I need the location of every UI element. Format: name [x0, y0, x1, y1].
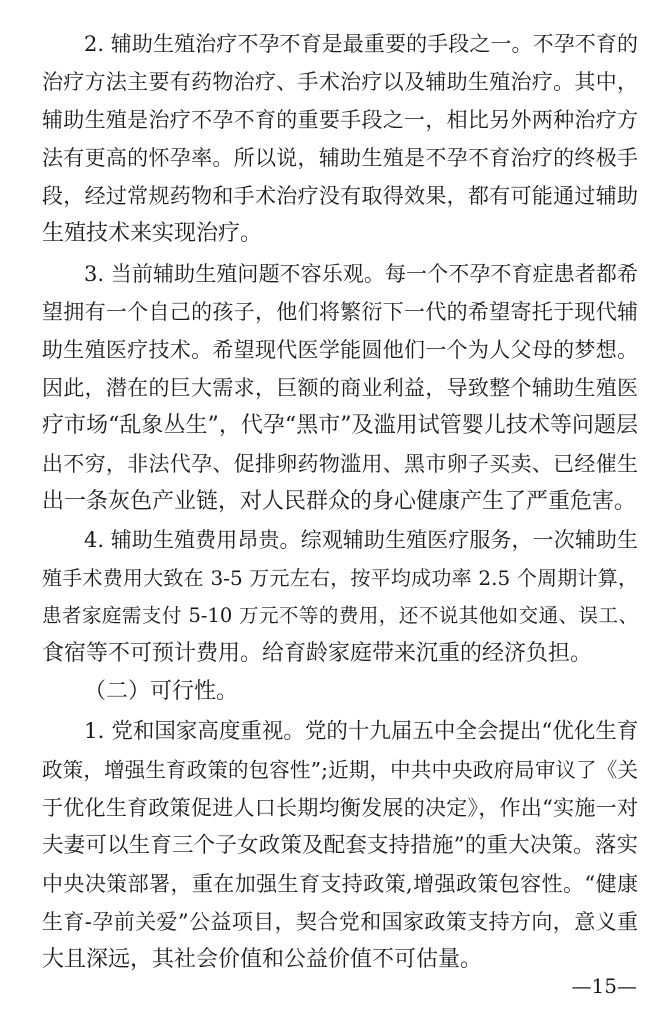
- paragraph-1-line-4: 法有更高的怀孕率。所以说，辅助生殖是不孕不育治疗的终极手: [42, 146, 638, 170]
- paragraph-4-line-1: 1. 党和国家高度重视。党的十九届五中全会提出“优化生育: [84, 719, 639, 744]
- paragraph-1-line-5: 段，经过常规药物和手术治疗没有取得效果，都有可能通过辅助: [42, 184, 638, 208]
- paragraph-2-line-6: 出不穷，非法代孕、促排卵药物滥用、黑市卵子买卖、已经催生: [42, 452, 638, 476]
- paragraph-4-line-6: 生育-孕前关爱”公益项目，契合党和国家政策支持方向，意义重: [42, 910, 638, 934]
- paragraph-3-line-3: 患者家庭需支付 5-10 万元不等的费用，还不说其他如交通、误工、: [42, 604, 638, 627]
- page-number: —15—: [571, 974, 637, 998]
- paragraph-2-line-2: 望拥有一个自己的孩子，他们将繁衍下一代的希望寄托于现代辅: [42, 300, 638, 324]
- paragraph-2-line-3: 助生殖医疗技术。希望现代医学能圆他们一个为人父母的梦想。: [42, 338, 638, 362]
- paragraph-1-line-2: 治疗方法主要有药物治疗、手术治疗以及辅助生殖治疗。其中，: [42, 70, 638, 94]
- paragraph-4-line-4: 夫妻可以生育三个子女政策及配套支持措施”的重大决策。落实: [42, 833, 638, 858]
- paragraph-2-line-5: 疗市场“乱象丛生”，代孕“黑市”及滥用试管婴儿技术等问题层: [42, 413, 638, 438]
- paragraph-1-line-6: 生殖技术来实现治疗。: [42, 221, 263, 246]
- paragraph-3-line-2: 殖手术费用大致在 3-5 万元左右，按平均成功率 2.5 个周期计算，: [42, 566, 638, 590]
- section-heading-feasibility: （二）可行性。: [84, 679, 239, 704]
- paragraph-2-line-4: 因此，潜在的巨大需求，巨额的商业利益，导致整个辅助生殖医: [42, 376, 638, 400]
- paragraph-4-line-7: 大且深远，其社会价值和公益价值不可估量。: [42, 947, 483, 972]
- paragraph-4-line-2: 政策，增强生育政策的包容性”;近期，中共中央政府局审议了《关: [42, 758, 638, 782]
- paragraph-4-line-5: 中央决策部署，重在加强生育支持政策,增强政策包容性。“健康: [42, 872, 638, 896]
- paragraph-4-line-3: 于优化生育政策促进人口长期均衡发展的决定》，作出“实施一对: [42, 796, 638, 820]
- paragraph-3-line-1: 4. 辅助生殖费用昂贵。综观辅助生殖医疗服务，一次辅助生: [84, 528, 638, 552]
- paragraph-2-line-7: 出一条灰色产业链，对人民群众的身心健康产生了严重危害。: [42, 489, 637, 514]
- paragraph-1-line-1: 2. 辅助生殖治疗不孕不育是最重要的手段之一。不孕不育的: [84, 32, 638, 56]
- paragraph-2-line-1: 3. 当前辅助生殖问题不容乐观。每一个不孕不育症患者都希: [84, 262, 638, 286]
- paragraph-1-line-3: 辅助生殖是治疗不孕不育的重要手段之一，相比另外两种治疗方: [42, 108, 638, 132]
- paragraph-3-line-4: 食宿等不可预计费用。给育龄家庭带来沉重的经济负担。: [42, 641, 593, 666]
